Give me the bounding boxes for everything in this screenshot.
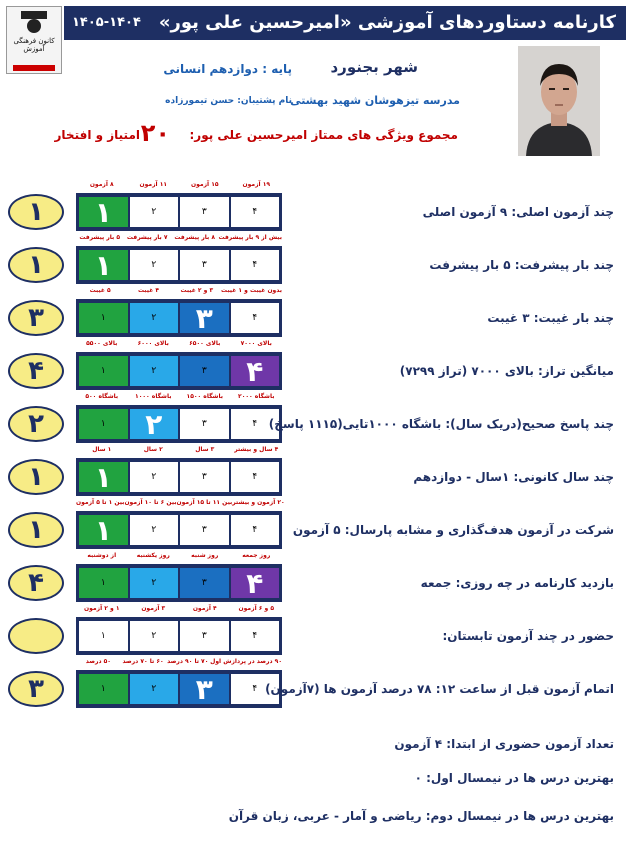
level-cell: ۱ [79,197,128,227]
page-title: کارنامه دستاوردهای آموزشی «امیرحسین علی پور» [158,12,616,33]
score-total: ۲۰ [140,119,170,147]
level-cell: ۳ [180,197,229,227]
row-header-label: بالای ۶۵۰۰ [189,340,221,347]
level-cell: ۲ [130,197,179,227]
row-label: حضور در چند آزمون تابستان: [442,629,614,643]
logo-red-band [13,65,55,71]
level-cell: ۲ [130,356,179,386]
level-cell: ۴ [231,197,280,227]
level-table [76,458,282,496]
level-table [76,564,282,602]
level-table [76,670,282,708]
row-label: بازدید کارنامه در چه روزی: جمعه [420,576,614,590]
row-score-badge: ۲ [8,406,64,442]
row-label: چند سال کانونی: ۱سال - دوازدهم [413,470,614,484]
row-headers [76,658,282,670]
row-header-label: باشگاه ۱۵۰۰ [186,393,223,400]
level-cell: ۴ [231,356,280,386]
row-header-label: ۸ بار پیشرفت [174,234,216,241]
row-score-badge [8,618,64,654]
level-cell: ۴ [231,674,280,704]
row-score-badge: ۱ [8,459,64,495]
graduate-cap-icon [21,11,47,19]
row-header-label: ۷ بار پیشرفت [126,234,168,241]
row-headers [76,181,282,193]
level-cell: ۴ [231,250,280,280]
row-score-badge: ۴ [8,565,64,601]
row-label: چند بار پیشرفت: ۵ بار پیشرفت [429,258,614,272]
row-score-badge: ۴ [8,353,64,389]
header-bar [64,6,626,40]
row-headers [76,393,282,405]
level-table [76,246,282,284]
row-header-label: از دوشنبه [87,552,117,559]
row-score-badge: ۱ [8,194,64,230]
level-cell: ۴ [231,303,280,333]
level-cell: ۱ [79,409,128,439]
level-cell: ۳ [180,621,229,651]
level-cell: ۱ [79,568,128,598]
level-table [76,299,282,337]
level-cell: ۱ [79,674,128,704]
level-cell: ۲ [130,674,179,704]
level-cell: ۳ [180,250,229,280]
level-cell: ۲ [130,621,179,651]
row-header-label: ۱۹ آزمون [242,181,271,188]
level-cell: ۲ [130,462,179,492]
row-label: چند پاسخ صحیح(دریک سال): باشگاه ۱۰۰۰تایی(۱۱۱۵ پاسخ) [268,417,614,431]
row-header-label: روز جمعه [242,552,271,559]
row-label: چند آزمون اصلی: ۹ آزمون اصلی [422,205,614,219]
row-label: شرکت در آزمون هدف‌گذاری و مشابه پارسال: ۵ آزمون [292,523,614,537]
kanoon-logo [6,6,62,74]
level-cell: ۲ [130,515,179,545]
row-header-label: بین ۱۱ تا ۱۵ آزمون [176,499,233,506]
row-header-label: ۳ و ۲ غیبت [180,287,214,294]
row-header-label: باشگاه ۵۰۰ [85,393,119,400]
row-header-label: بالای ۶۰۰۰ [137,340,169,347]
level-table [76,352,282,390]
supporter: نام پشتیبان: حسن تیمورزاده [165,96,292,106]
row-header-label: ۷۰ تا ۹۰ درصد [167,658,209,665]
row-header-label: بالای ۷۰۰۰ [240,340,272,347]
level-cell: ۲ [130,568,179,598]
level-cell: ۳ [180,462,229,492]
row-header-label: روز شنبه [191,552,219,559]
level-cell: ۴ [231,621,280,651]
row-header-label: بدون غیبت و ۱ غیبت [220,287,283,294]
row-header-label: ۱ و ۲ آزمون [84,605,120,612]
graduate-head-icon [27,19,41,33]
row-headers [76,605,282,617]
row-header-label: ۱۱ آزمون [139,181,168,188]
row-header-label: بالای ۵۵۰۰ [86,340,118,347]
row-headers [76,499,285,511]
level-cell: ۱ [79,462,128,492]
row-header-label: بین ۱ تا ۵ آزمون [76,499,125,506]
level-cell: ۳ [180,303,229,333]
row-score-badge: ۱ [8,247,64,283]
level-cell: ۱ [79,621,128,651]
level-cell: ۱ [79,356,128,386]
row-headers [76,446,282,458]
row-score-badge: ۳ [8,671,64,707]
row-header-label: ۳ آزمون [141,605,166,612]
year-range: ۱۴۰۵-۱۴۰۴ [72,15,141,30]
level-cell: ۴ [231,462,280,492]
row-label: اتمام آزمون قبل از ساعت ۱۲: ۷۸ درصد آزمون ها (۷آزمون) [265,682,614,696]
row-headers [76,234,282,246]
level-cell: ۱ [79,515,128,545]
row-header-label: باشگاه ۱۰۰۰ [135,393,172,400]
row-header-label: ۲ سال [143,446,163,453]
level-cell: ۲ [130,250,179,280]
level-cell: ۳ [180,568,229,598]
summary-label: مجموع ویژگی های ممتاز امیرحسین علی پور: [189,128,458,142]
row-score-badge: ۳ [8,300,64,336]
row-header-label: ۵۰ درصد [85,658,111,665]
row-label: چند بار غیبت: ۳ غیبت [487,311,614,325]
level-cell: ۴ [231,568,280,598]
row-header-label: ۶۰ تا ۷۰ درصد [122,658,164,665]
school: مدرسه تیزهوشان شهید بهشتی [290,94,460,107]
level-cell: ۲ [130,303,179,333]
footer-line-3: بهترین درس ها در نیمسال دوم: ریاضی و آمار - عربی، زبان قرآن [228,809,614,823]
row-score-badge: ۱ [8,512,64,548]
footer-line-1: تعداد آزمون حضوری از ابتدا: ۴ آزمون [394,737,614,751]
level-cell: ۱ [79,303,128,333]
row-header-label: ۵ و ۶ آزمون [238,605,274,612]
row-header-label: ۸ آزمون [89,181,114,188]
row-header-label: بین ۶ تا ۱۰ آزمون [124,499,177,506]
level-cell: ۲ [130,409,179,439]
level-cell: ۳ [180,409,229,439]
level-table [76,511,282,549]
row-header-label: روز یکشنبه [136,552,170,559]
student-photo [518,46,600,156]
level-table [76,193,282,231]
row-header-label: ۲۰ آزمون و بیشتر [232,499,285,506]
footer-line-2: بهترین درس ها در نیمسال اول: ۰ [414,771,614,785]
level-cell: ۳ [180,674,229,704]
city: شهر بجنورد [330,58,418,76]
level-table [76,405,282,443]
row-header-label: ۵ غیبت [89,287,111,294]
grade: پایه : دوازدهم انسانی [163,62,292,76]
row-header-label: ۴ غیبت [137,287,160,294]
logo-text: کانون فرهنگی آموزش [13,37,55,53]
row-headers [76,340,282,352]
row-header-label: ۱۵ آزمون [190,181,219,188]
level-cell: ۳ [180,356,229,386]
row-header-label: ۴ آزمون [192,605,217,612]
row-header-label: ۱ سال [92,446,112,453]
row-label: میانگین تراز: بالای ۷۰۰۰ (تراز ۷۲۹۹) [399,364,614,378]
score-label: امتیاز و افتخار [54,128,140,142]
row-header-label: باشگاه ۲۰۰۰ [238,393,275,400]
level-cell: ۴ [231,515,280,545]
row-headers [76,287,282,299]
row-header-label: ۴ سال و بیشتر [234,446,279,453]
level-cell: ۳ [180,515,229,545]
level-cell: ۱ [79,250,128,280]
level-table [76,617,282,655]
level-cell: ۴ [231,409,280,439]
row-header-label: ۵ بار پیشرفت [79,234,121,241]
row-header-label: بیش از ۹ بار پیشرفت [218,234,283,241]
row-header-label: ۳ سال [195,446,215,453]
row-header-label: ۹۰ درصد در پردازش اول [210,658,282,665]
row-headers [76,552,282,564]
